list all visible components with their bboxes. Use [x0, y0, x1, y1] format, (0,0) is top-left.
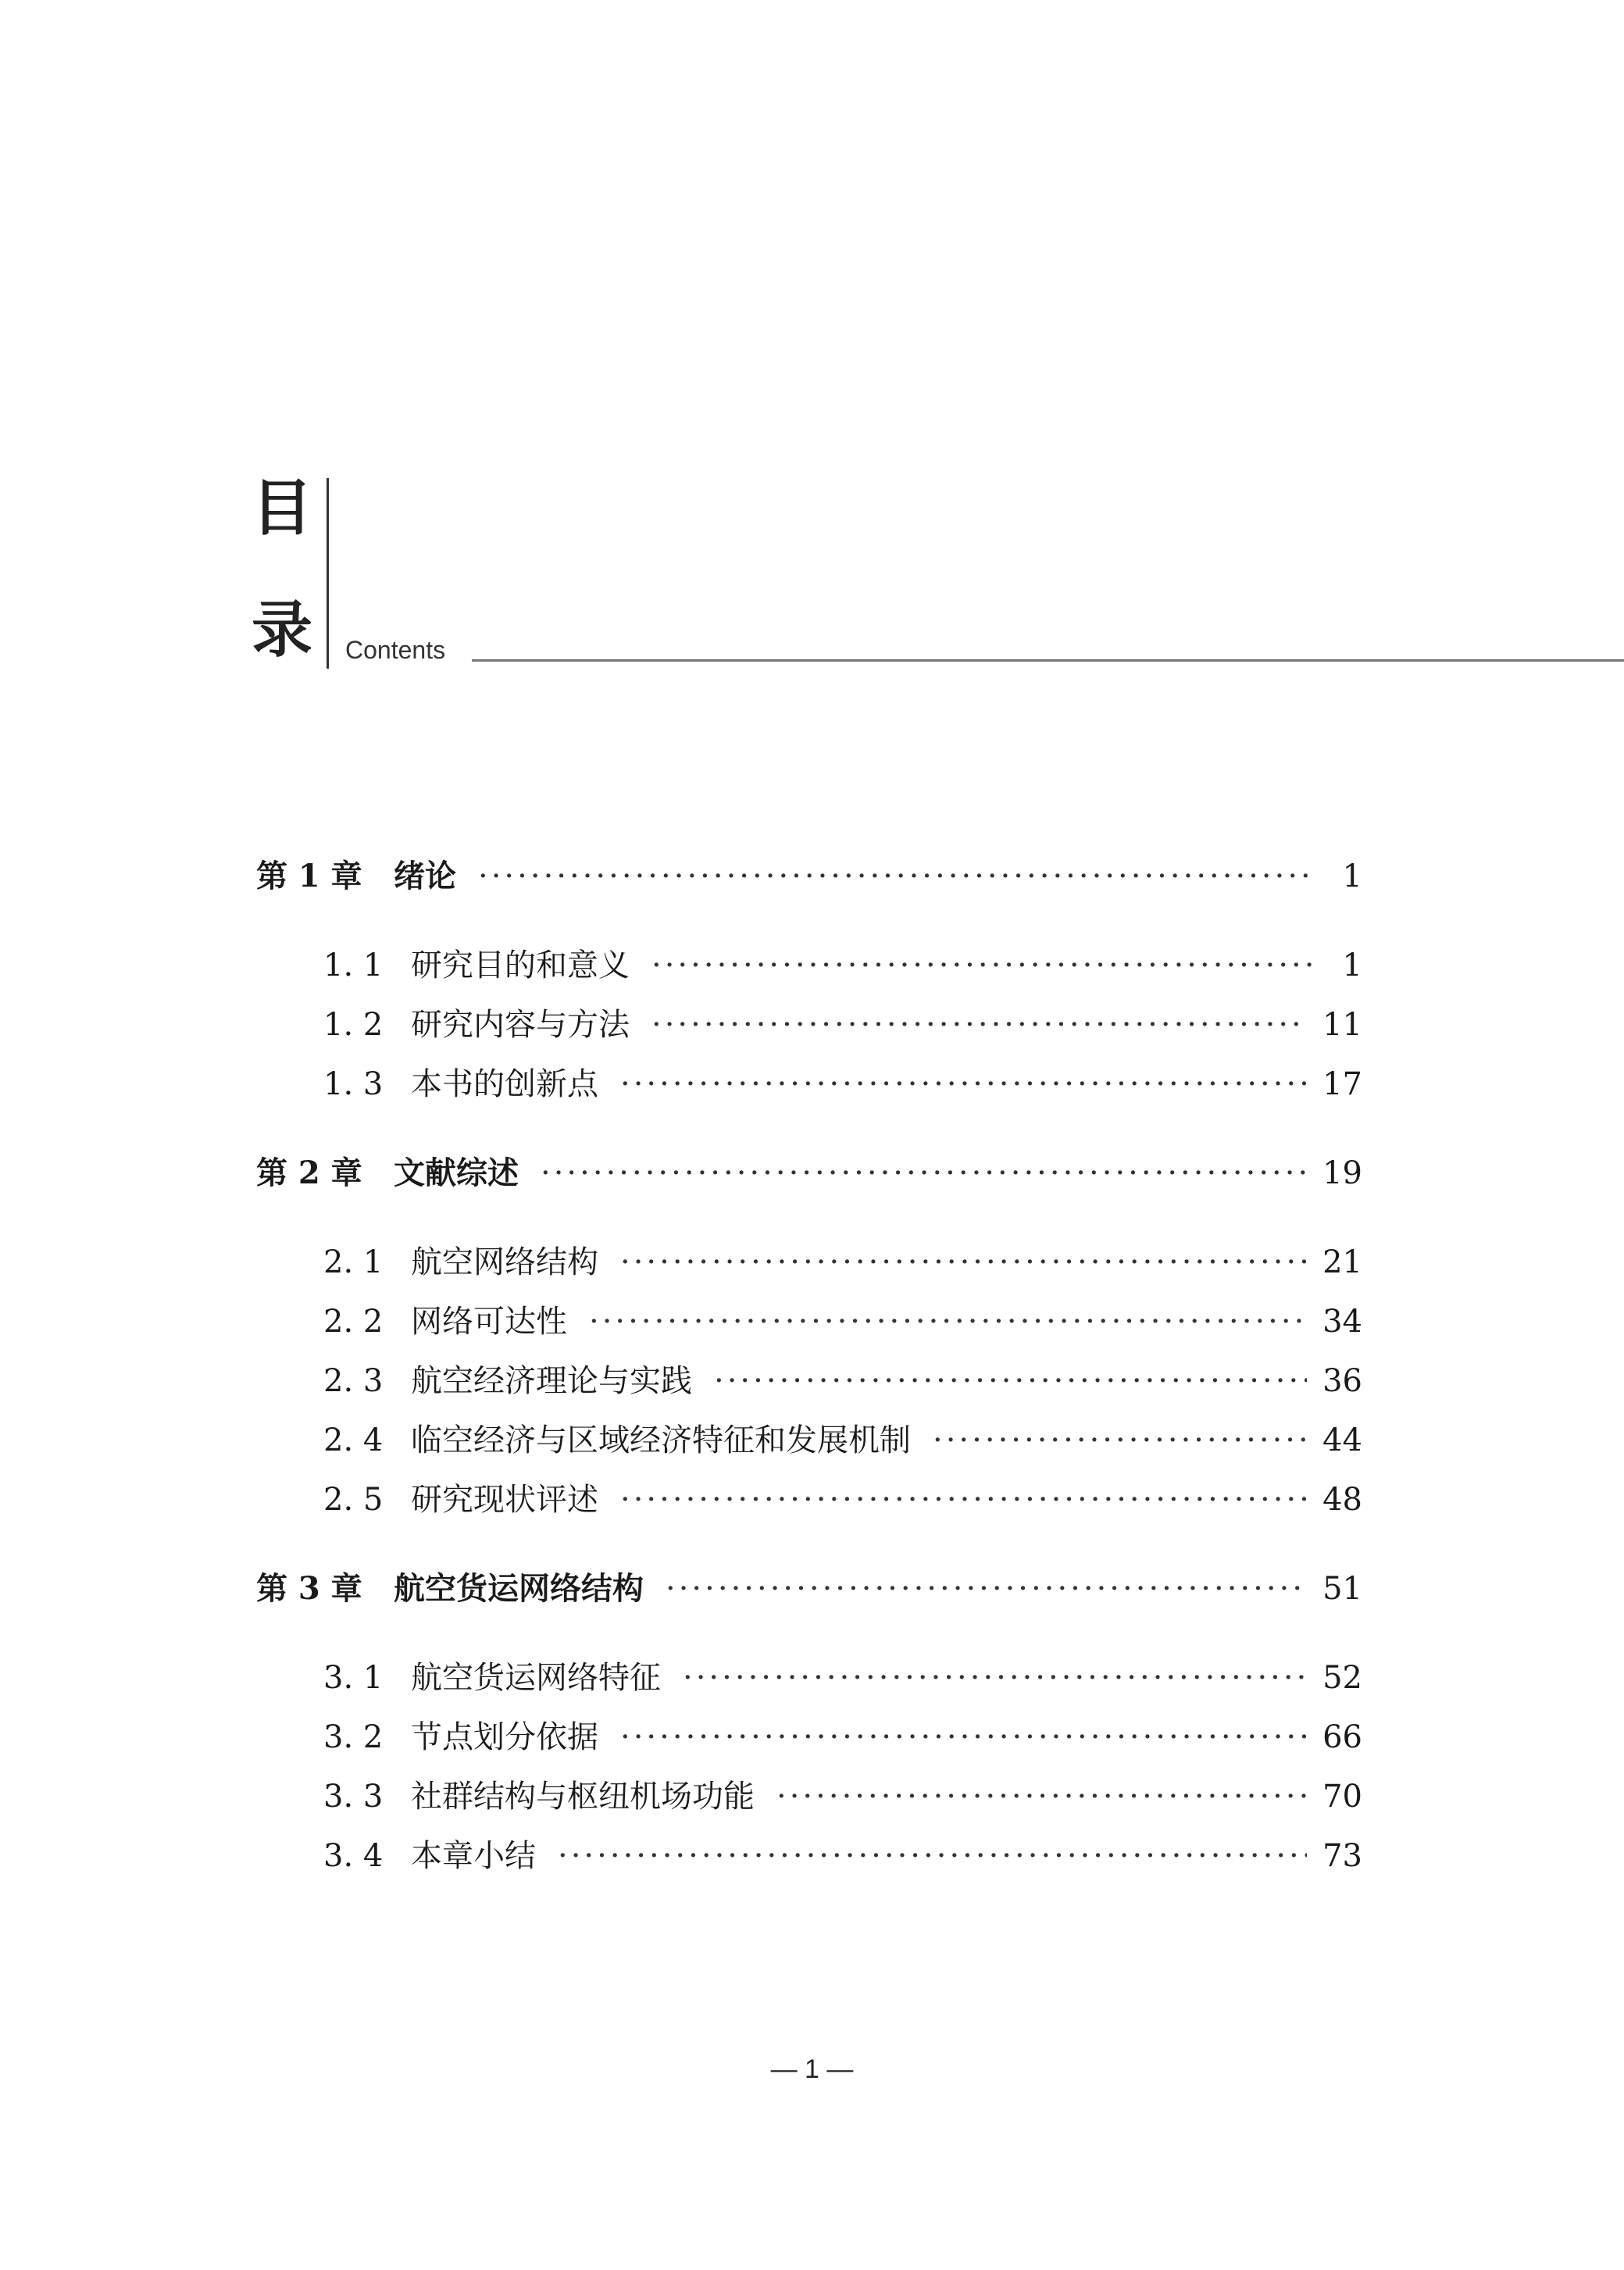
- toc-title: 研究现状评述: [411, 1482, 598, 1518]
- toc-title: 航空货运网络特征: [411, 1660, 661, 1696]
- toc-title: 网络可达性: [411, 1304, 567, 1340]
- toc-number: 第 3 章: [256, 1570, 362, 1607]
- dot-leader: [651, 1009, 1307, 1040]
- dot-leader: [714, 1365, 1307, 1397]
- toc-page: 1: [1342, 948, 1362, 983]
- toc-number: 2. 3: [323, 1363, 384, 1399]
- toc-number: 1. 3: [323, 1066, 384, 1102]
- toc-section-1-1[interactable]: [323, 950, 1362, 981]
- toc-title: 文献综述: [394, 1155, 519, 1191]
- toc-section-2-5[interactable]: [323, 1482, 1362, 1518]
- toc-page: 52: [1322, 1660, 1362, 1696]
- toc-title: 本书的创新点: [411, 1066, 598, 1102]
- toc-number: 1. 2: [323, 1007, 384, 1043]
- heading-char-lu: 录: [252, 594, 313, 666]
- heading-char-mu: 目: [252, 473, 313, 544]
- toc-number: 第 1 章: [256, 858, 362, 894]
- toc-title: 研究内容与方法: [411, 1007, 630, 1043]
- toc-title: 社群结构与枢纽机场功能: [411, 1779, 755, 1815]
- toc-section-1-3[interactable]: [323, 1066, 1362, 1102]
- toc-page: 48: [1322, 1482, 1362, 1518]
- toc-section-3-3[interactable]: [323, 1779, 1362, 1815]
- toc-section-2-3[interactable]: [323, 1365, 1362, 1397]
- toc-title: 节点划分依据: [411, 1719, 598, 1755]
- toc-page: 66: [1322, 1719, 1362, 1755]
- toc-section-1-2[interactable]: [323, 1007, 1362, 1043]
- toc-section-2-4[interactable]: [323, 1422, 1362, 1458]
- toc-number: 3. 1: [323, 1660, 384, 1696]
- toc-number: 2. 5: [323, 1482, 384, 1518]
- toc-page: 51: [1322, 1571, 1362, 1607]
- toc-number: 3. 3: [323, 1779, 384, 1815]
- toc-chapter-3[interactable]: [256, 1570, 1362, 1607]
- heading-vertical-rule: [327, 478, 329, 669]
- page-number-footer: — 1 —: [770, 2054, 854, 2084]
- toc-page: 73: [1322, 1838, 1362, 1874]
- toc-section-2-2[interactable]: [323, 1304, 1362, 1340]
- toc-page: 70: [1322, 1779, 1362, 1815]
- toc-page: 11: [1322, 1007, 1362, 1043]
- toc-number: 2. 4: [323, 1422, 384, 1458]
- heading-horizontal-rule: [472, 659, 1624, 662]
- toc-section-3-2[interactable]: [323, 1719, 1362, 1755]
- toc-number: 3. 4: [323, 1838, 384, 1874]
- dot-leader: [558, 1840, 1307, 1872]
- dot-leader: [651, 950, 1315, 981]
- dot-leader: [620, 1484, 1307, 1515]
- toc-chapter-1[interactable]: [256, 858, 1362, 894]
- toc-title: 航空货运网络结构: [394, 1570, 644, 1607]
- toc-number: 2. 1: [323, 1244, 384, 1280]
- dot-leader: [666, 1573, 1307, 1604]
- toc-page: 1: [1342, 858, 1362, 894]
- toc-title: 航空经济理论与实践: [411, 1363, 692, 1399]
- dot-leader: [776, 1781, 1307, 1812]
- toc-number: 第 2 章: [256, 1155, 362, 1191]
- toc-page: 44: [1322, 1422, 1362, 1458]
- dot-leader: [683, 1662, 1307, 1694]
- dot-leader: [589, 1306, 1307, 1337]
- toc-section-2-1[interactable]: [323, 1244, 1362, 1280]
- dot-leader: [620, 1069, 1307, 1100]
- toc-page: 19: [1322, 1155, 1362, 1191]
- toc-section-3-1[interactable]: [323, 1662, 1362, 1694]
- dot-leader: [620, 1247, 1307, 1278]
- dot-leader: [478, 861, 1315, 892]
- toc-number: 2. 2: [323, 1304, 384, 1340]
- toc-title: 绪论: [394, 858, 456, 894]
- toc-title: 研究目的和意义: [411, 948, 630, 983]
- dot-leader: [541, 1158, 1307, 1189]
- dot-leader: [620, 1722, 1307, 1753]
- toc-number: 3. 2: [323, 1719, 384, 1755]
- toc-heading: [0, 0, 1624, 703]
- toc-section-3-4[interactable]: [323, 1840, 1362, 1872]
- toc-chapter-2[interactable]: [256, 1155, 1362, 1191]
- toc-title: 本章小结: [411, 1838, 536, 1874]
- toc-page: 21: [1322, 1244, 1362, 1280]
- toc-number: 1. 1: [323, 948, 384, 983]
- heading-subtitle: Contents: [345, 636, 446, 664]
- dot-leader: [933, 1425, 1307, 1456]
- toc-page: 36: [1322, 1363, 1362, 1399]
- toc-title: 临空经济与区域经济特征和发展机制: [411, 1422, 911, 1458]
- toc-title: 航空网络结构: [411, 1244, 598, 1280]
- toc-page: 17: [1322, 1066, 1362, 1102]
- toc-page: 34: [1322, 1304, 1362, 1340]
